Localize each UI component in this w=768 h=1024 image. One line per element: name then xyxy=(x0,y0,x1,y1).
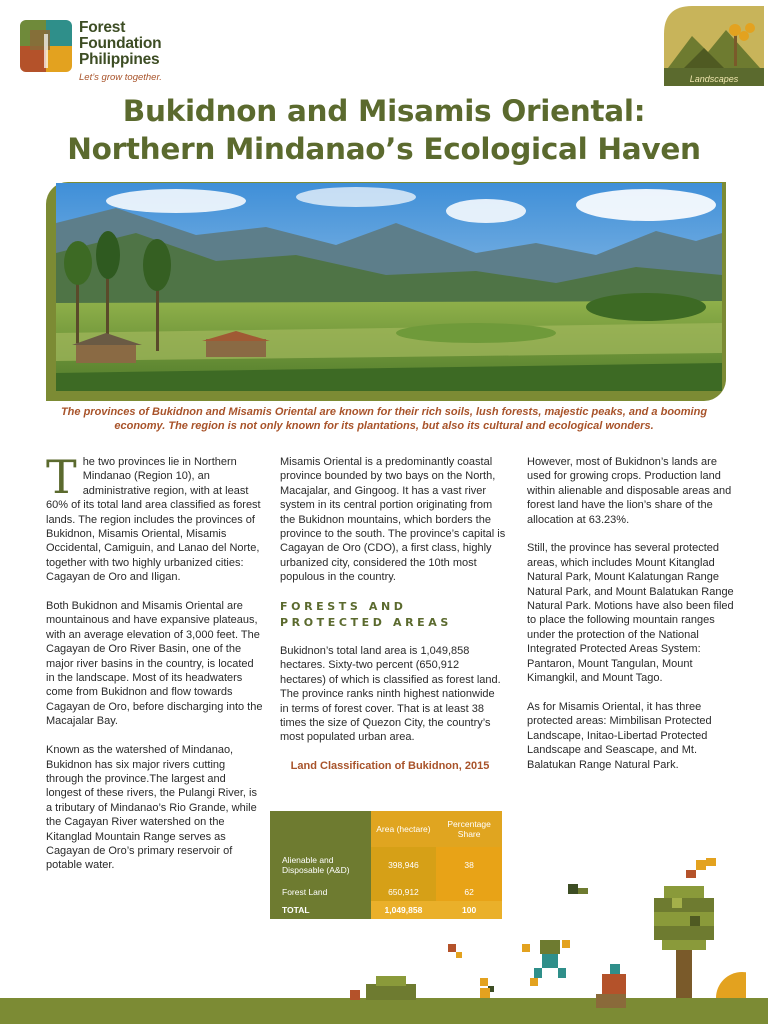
column-1 xyxy=(46,450,264,887)
land-classification-table xyxy=(270,811,502,919)
logo xyxy=(20,18,220,88)
table-cell-area: 398,946 xyxy=(371,847,437,883)
title-line-1: Bukidnon and Misamis Oriental: xyxy=(122,94,646,128)
table-cell-share: 38 xyxy=(436,847,502,883)
table-header-share: Percentage Share xyxy=(436,811,502,847)
column-2 xyxy=(280,455,506,784)
table-cell-label: Forest Land xyxy=(270,883,371,901)
table-row xyxy=(270,847,502,883)
table-cell-area: 1,049,858 xyxy=(371,901,437,919)
section-heading-line-1: FORESTS AND xyxy=(280,600,407,614)
logo-line-2: Foundation xyxy=(79,35,162,52)
col2-paragraph-1: Misamis Oriental is a predominantly coastal province bounded by two bays on the North, Macajalar, and Gingoog. It has a vast river system in its central portion originating from the Bukidnon mountains, which borders the province to the south. The province’s capital is Cagayan de Oro (CDO), a first class, highly urbanized city, considered the 10th most populous in the country. xyxy=(280,456,506,584)
landscapes-badge xyxy=(664,6,764,86)
page-title xyxy=(0,92,768,168)
logo-line-3: Philippines xyxy=(79,51,160,68)
landscape-photo xyxy=(56,183,722,391)
title-line-2: Northern Mindanao’s Ecological Haven xyxy=(67,132,701,166)
table-title: Land Classification of Bukidnon, 2015 xyxy=(290,760,490,773)
logo-tagline: Let’s grow together. xyxy=(79,72,162,83)
column-3 xyxy=(527,455,737,786)
col1-paragraph-1 xyxy=(46,450,264,585)
table-cell-label: TOTAL xyxy=(270,901,371,919)
col3-paragraph-3: As for Misamis Oriental, it has three protected areas: Mimbilisan Protected Landscape, Initao-Libertad Protected Landscape and Seascape, and Mt. Balatukan Range Natural Park. xyxy=(527,700,712,771)
table-cell-share: 100 xyxy=(436,901,502,919)
drop-cap: T xyxy=(46,450,77,504)
pixel-tree-illustration xyxy=(566,858,746,998)
col3-paragraph-1: However, most of Bukidnon’s lands are used for growing crops. Production land within alienable and disposable areas and forest land have the lion’s share of the allocation at 63.23%. xyxy=(527,456,732,526)
logo-mark-icon xyxy=(20,20,72,72)
col3-paragraph-2: Still, the province has several protected areas, which includes Mount Kitanglad Natural Park, Mount Kalatungan Range Natural Park, and Mount Balatukan Range Natural Park. Motions have also been filed to place the following mountain ranges under the protection of the National Integrated Protected Areas System: Pantaron, Mount Tangulan, Mount Kimangkil, and Mount Tago. xyxy=(527,542,734,685)
badge-label: Landscapes xyxy=(689,74,739,84)
table-cell-label: Alienable and Disposable (A&D) xyxy=(270,847,371,883)
col1-paragraph-3: Known as the watershed of Mindanao, Bukidnon has six major rivers cutting through the province.The largest and longest of these rivers, the Pulangi River, is a tributary of Mindanao’s Rio Grande, while the Cagayan River watershed on the Kitanglad Mountain Range serves as Cagayan de Oro’s primary reservoir of potable water. xyxy=(46,744,257,872)
col1-paragraph-2: Both Bukidnon and Misamis Oriental are mountainous and have expansive plateaus, with an average elevation of 3,000 feet. The Cagayan de Oro River Basin, one of the major river basins in the country, is located in the landscape. Most of its headwaters come from Bukidnon and flow towards Cagayan de Oro, before discharging into the Macajalar Bay. xyxy=(46,600,263,728)
table-row xyxy=(270,883,502,901)
table-header-blank xyxy=(270,811,371,847)
table-header-row xyxy=(270,811,502,847)
table-cell-share: 62 xyxy=(436,883,502,901)
section-heading-line-2: PROTECTED AREAS xyxy=(280,615,452,629)
table-cell-area: 650,912 xyxy=(371,883,437,901)
table-total-row xyxy=(270,901,502,919)
photo-caption: The provinces of Bukidnon and Misamis Oriental are known for their rich soils, lush forests, majestic peaks, and a booming economy. The region is not only known for its plantations, but also its cultural and ecological wonders. xyxy=(60,406,708,432)
section-heading xyxy=(280,599,506,630)
table-header-area: Area (hectare) xyxy=(371,811,437,847)
logo-wordmark xyxy=(79,20,161,68)
logo-line-1: Forest xyxy=(79,19,126,36)
col1-paragraph-1-text: he two provinces lie in Northern Mindanao (Region 10), an administrative region, with at least 60% of its total land area classified as forest lands. The region includes the provinces of Bukidnon, Misamis Oriental, Misamis Occidental, Camiguin, and Lanao del Norte, together with two highly urbanized cities: Cagayan de Oro and Iligan. xyxy=(46,456,261,584)
col2-paragraph-2: Bukidnon’s total land area is 1,049,858 hectares. Sixty-two percent (650,912 hectares) of which is classified as forest land. The province ranks ninth highest nationwide in terms of forest cover. That is at least 38 times the size of Quezon City, the country’s most populated urban area. xyxy=(280,645,501,744)
